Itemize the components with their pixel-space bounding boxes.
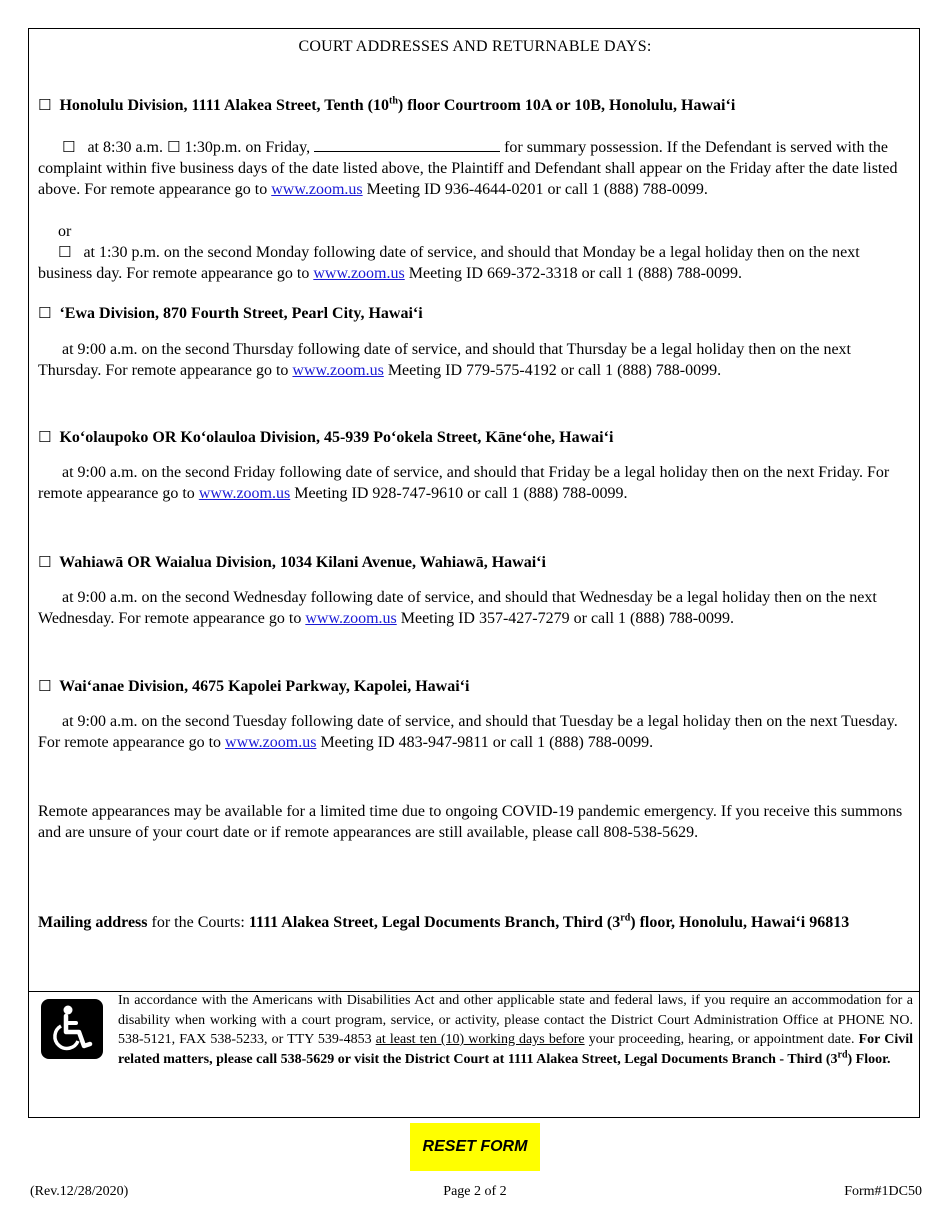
waianae-heading: ☐ Wai‘anae Division, 4675 Kapolei Parkway, Kapolei, Hawai‘i bbox=[38, 677, 470, 695]
mailing-address: Mailing address for the Courts: 1111 Alakea Street, Legal Documents Branch, Third (3rd) floor, Honolulu, Hawai‘i 96813 bbox=[38, 912, 850, 931]
reset-form-button[interactable]: RESET FORM bbox=[410, 1123, 540, 1171]
ewa-checkbox[interactable]: ☐ bbox=[38, 304, 52, 322]
waianae-checkbox[interactable]: ☐ bbox=[38, 677, 52, 695]
or-text: or bbox=[58, 223, 72, 240]
revision-date: (Rev.12/28/2020) bbox=[30, 1184, 129, 1199]
koolaupoko-checkbox[interactable]: ☐ bbox=[38, 428, 52, 446]
zoom-link[interactable]: www.zoom.us bbox=[305, 610, 397, 627]
honolulu-heading: ☐ Honolulu Division, 1111 Alakea Street, Tenth (10th) floor Courtroom 10A or 10B, Honolulu, Hawai‘i bbox=[38, 95, 736, 114]
honolulu-130-checkbox[interactable]: ☐ bbox=[167, 138, 181, 156]
wahiawa-heading: ☐ Wahiawā OR Waialua Division, 1034 Kilani Avenue, Wahiawā, Hawai‘i bbox=[38, 553, 546, 571]
ewa-text: at 9:00 a.m. on the second Thursday following date of service, and should that Thursday be a legal holiday then on the next Thursday. For remote appearance go to www.zoom.us Meeting ID 779-575-4192 or call 1 (888) 788-0099. bbox=[38, 341, 851, 379]
waianae-text: at 9:00 a.m. on the second Tuesday following date of service, and should that Tuesday be a legal holiday then on the next Tuesday. For remote appearance go to www.zoom.us Meeting ID 483-947-9811 or call 1 (888) 788-0099. bbox=[38, 713, 898, 751]
ewa-heading: ☐ ‘Ewa Division, 870 Fourth Street, Pearl City, Hawai‘i bbox=[38, 304, 423, 322]
zoom-link[interactable]: www.zoom.us bbox=[198, 485, 291, 502]
koolaupoko-text: at 9:00 a.m. on the second Friday following date of service, and should that Friday be a legal holiday then on the next Friday. For remote appearance go to www.zoom.us Meeting ID 928-747-9610 or call 1 (888) 788-0099. bbox=[38, 464, 890, 502]
zoom-link[interactable]: www.zoom.us bbox=[292, 362, 384, 379]
honolulu-option-2: ☐ at 1:30 p.m. on the second Monday following date of service, and should that Monday be a legal holiday then on the next business day. For remote appearance go to www.zoom.us Meeting ID 669-372-3318 or call 1 (888) 788-0099. bbox=[38, 243, 860, 282]
zoom-link[interactable]: www.zoom.us bbox=[313, 265, 405, 282]
zoom-link[interactable]: www.zoom.us bbox=[271, 181, 363, 198]
honolulu-monday-checkbox[interactable]: ☐ bbox=[58, 243, 72, 261]
form-number: Form#1DC50 bbox=[844, 1184, 922, 1199]
wheelchair-accessibility-icon bbox=[41, 999, 103, 1059]
koolaupoko-heading: ☐ Ko‘olaupoko OR Ko‘olauloa Division, 45-939 Po‘okela Street, Kāne‘ohe, Hawai‘i bbox=[38, 428, 614, 446]
summary-possession-date-field[interactable] bbox=[314, 137, 500, 152]
wahiawa-checkbox[interactable]: ☐ bbox=[38, 553, 52, 571]
honolulu-option-1: ☐ at 8:30 a.m. ☐ 1:30p.m. on Friday, for summary possession. If the Defendant is served with the complaint within five business days of the date listed above, the Plaintiff and Defendant shall appear on the Friday after the date listed above. For remote appearance go to www.zoom.us Meeting ID 936-4644-0201 or call 1 (888) 788-0099. bbox=[38, 138, 898, 198]
form-frame bbox=[28, 28, 920, 1118]
ada-notice: In accordance with the Americans with Disabilities Act and other applicable state and federal laws, if you require an accommodation for a disability when working with a court program, service, or activity, please contact the District Court Administration Office at PHONE NO. 538-5121, FAX 538-5233, or TTY 539-4853 at least ten (10) working days before your proceeding, hearing, or appointment date. For Civil related matters, please call 538-5629 or visit the District Court at 1111 Alakea Street, Legal Documents Branch - Third (3rd) Floor. bbox=[118, 993, 914, 1067]
honolulu-830-checkbox[interactable]: ☐ bbox=[62, 138, 76, 156]
covid-notice: Remote appearances may be available for a limited time due to ongoing COVID-19 pandemic emergency. If you receive this summons and are unsure of your court date or if remote appearances are still available, please call 808-538-5629. bbox=[38, 803, 903, 841]
page-title: COURT ADDRESSES AND RETURNABLE DAYS: bbox=[298, 38, 652, 55]
zoom-link[interactable]: www.zoom.us bbox=[225, 734, 317, 751]
page-number: Page 2 of 2 bbox=[443, 1184, 507, 1199]
honolulu-checkbox[interactable]: ☐ bbox=[38, 96, 52, 114]
wahiawa-text: at 9:00 a.m. on the second Wednesday following date of service, and should that Wednesday be a legal holiday then on the next Wednesday. For remote appearance go to www.zoom.us Meeting ID 357-427-7279 or call 1 (888) 788-0099. bbox=[38, 589, 877, 627]
